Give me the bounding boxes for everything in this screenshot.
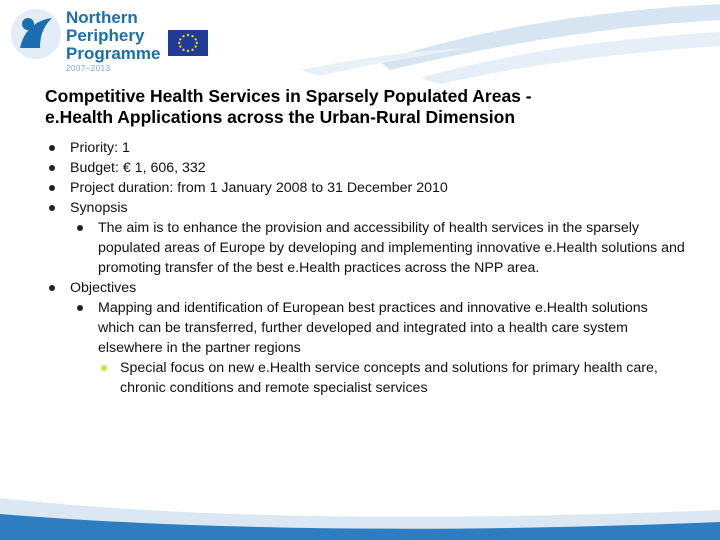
duration-text: Project duration: from 1 January 2008 to 31 December 2010 (70, 180, 448, 196)
bullet-list (45, 138, 685, 398)
footer-wave-decoration (0, 488, 720, 540)
list-item (45, 178, 685, 198)
logo-line3: Programme (66, 44, 161, 63)
title-line2: e.Health Applications across the Urban-Rural Dimension (45, 107, 516, 127)
bullet-icon (49, 145, 55, 151)
objective-text: Mapping and identification of European best practices and innovative e.Health solutions which can be transferred, further developed and integrated into a health care system elsewhere in the partner regions (98, 300, 648, 356)
sub-bullet-icon (101, 365, 107, 371)
priority-text: Priority: 1 (70, 140, 130, 156)
objectives-heading: Objectives (70, 280, 137, 296)
bullet-icon (77, 225, 83, 231)
header (0, 0, 720, 90)
list-item (45, 298, 685, 358)
logo-line1: Northern (66, 8, 138, 27)
list-item (45, 198, 685, 218)
logo-line2: Periphery (66, 26, 145, 45)
synopsis-text: The aim is to enhance the provision and accessibility of health services in the sparsely populated areas of Europe by developing and implementing innovative e.Health solutions and promoting transfer of the best e.Health practices across the NPP area. (98, 220, 685, 276)
bullet-icon (49, 205, 55, 211)
list-item (45, 138, 685, 158)
bullet-icon (49, 165, 55, 171)
bullet-icon (49, 285, 55, 291)
page-title (45, 86, 685, 128)
list-item (45, 358, 685, 398)
logo-years: 2007–2013 (66, 64, 111, 73)
list-item (45, 218, 685, 278)
list-item (45, 278, 685, 298)
bullet-icon (77, 305, 83, 311)
header-swoosh-decoration (0, 0, 720, 90)
bullet-icon (49, 185, 55, 191)
budget-text: Budget: € 1, 606, 332 (70, 160, 206, 176)
synopsis-heading: Synopsis (70, 200, 128, 216)
objective-sub-text: Special focus on new e.Health service concepts and solutions for primary health care, chronic conditions and remote specialist services (120, 360, 658, 396)
list-item (45, 158, 685, 178)
title-line1: Competitive Health Services in Sparsely Populated Areas - (45, 86, 532, 106)
